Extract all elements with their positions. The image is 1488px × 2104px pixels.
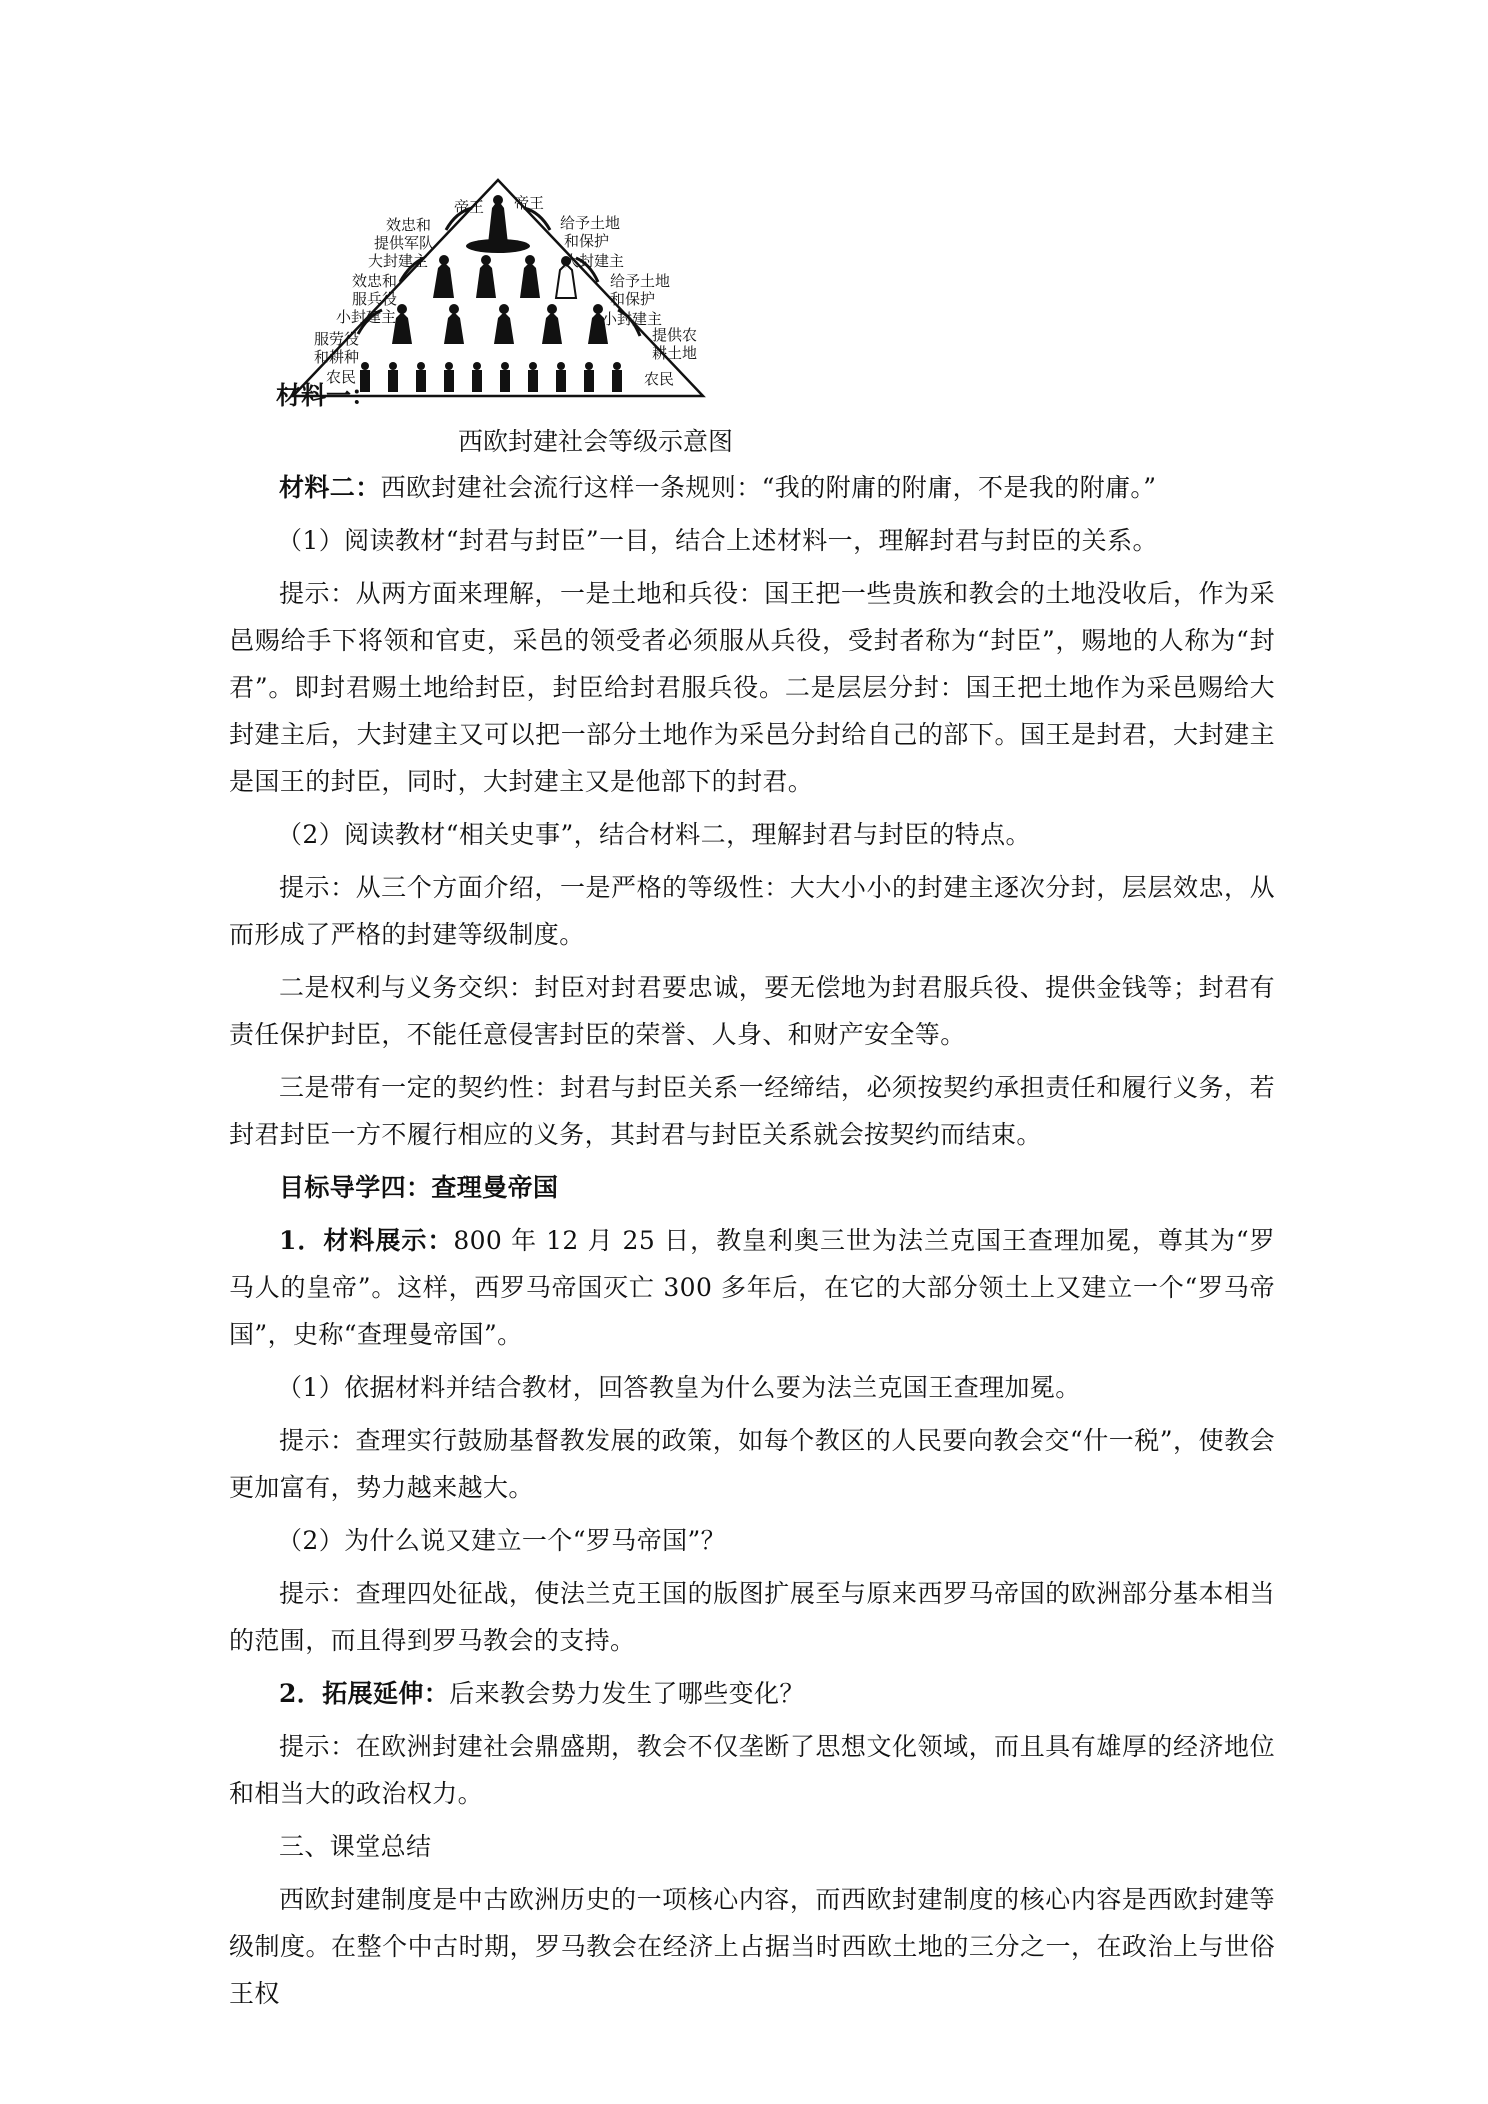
- question-1: （1）阅读教材“封君与封臣”一目，结合上述材料一，理解封君与封臣的关系。: [277, 526, 1158, 555]
- summary-paragraph: 西欧封建制度是中古欧洲历史的一项核心内容，而西欧封建制度的核心内容是西欧封建等级制度。在整个中古时期，罗马教会在经济上占据当时西欧土地的三分之一，在政治上与世俗王权: [229, 1885, 1275, 2008]
- material-two-text: 西欧封建社会流行这样一条规则：“我的附庸的附庸，不是我的附庸。”: [380, 473, 1157, 502]
- right-give-land-label-2: 和保护: [564, 232, 610, 250]
- left-loyalty-army-label-2: 提供军队: [374, 234, 435, 252]
- left-labor-label-1: 服劳役: [314, 330, 360, 348]
- material-two-paragraph: [229, 464, 1275, 511]
- material-one-label: 材料一：: [276, 381, 377, 410]
- right-peasant-label: 农民: [644, 370, 675, 388]
- left-loyalty-service-label-2: 服兵役: [352, 290, 398, 308]
- answer-5: 提示：在欧洲封建社会鼎盛期，教会不仅垄断了思想文化领域，而且具有雄厚的经济地位和相当大的政治权力。: [229, 1732, 1275, 1808]
- right-give-land-2-label-2: 和保护: [610, 290, 656, 308]
- right-provide-land-label-1: 提供农: [652, 326, 698, 344]
- question-2: （2）阅读教材“相关史事”，结合材料二，理解封君与封臣的特点。: [277, 820, 1031, 849]
- question-4: （2）为什么说又建立一个“罗马帝国”？: [277, 1526, 727, 1555]
- left-labor-label-2: 和耕种: [314, 348, 360, 366]
- item-1-paragraph: [229, 1217, 1275, 1358]
- answer-2: 提示：从三个方面介绍，一是严格的等级性：大大小小的封建主逐次分封，层层效忠，从而形成了严格的封建等级制度。: [229, 873, 1275, 949]
- small-lords-figures-icon: [392, 304, 608, 344]
- answer-3: 提示：查理实行鼓励基督教发展的政策，如每个教区的人民要向教会交“什一税”，使教会更加富有，势力越来越大。: [229, 1426, 1275, 1502]
- right-big-lord-label: 大封建主: [564, 252, 625, 270]
- peasants-figures-icon: [360, 362, 622, 392]
- left-king-label: 帝王: [454, 198, 485, 216]
- question-3: （1）依据材料并结合教材，回答教皇为什么要为法兰克国王查理加冕。: [277, 1373, 1081, 1402]
- item-1-label: 1．材料展示：: [279, 1226, 454, 1255]
- material-two-label: 材料二：: [279, 473, 381, 502]
- answer-2c: 三是带有一定的契约性：封君与封臣关系一经缔结，必须按契约承担责任和履行义务，若封君封臣一方不履行相应的义务，其封君与封臣关系就会按契约而结束。: [229, 1073, 1275, 1149]
- item-1-text: 800 年 12 月 25 日，教皇利奥三世为法兰克国王查理加冕，尊其为“罗马人的皇帝”。这样，西罗马帝国灭亡 300 多年后，在它的大部分领土上又建立一个“罗马帝国”，史称“查理曼帝国”。: [229, 1226, 1275, 1349]
- feudal-hierarchy-diagram: [268, 178, 728, 398]
- figure-caption: 西欧封建社会等级示意图: [458, 427, 734, 456]
- right-king-label: 帝王: [514, 194, 545, 212]
- left-big-lord-label: 大封建主: [368, 252, 429, 270]
- left-loyalty-army-label-1: 效忠和: [386, 216, 432, 234]
- answer-4: 提示：查理四处征战，使法兰克王国的版图扩展至与原来西罗马帝国的欧洲部分基本相当的范围，而且得到罗马教会的支持。: [229, 1579, 1275, 1655]
- left-peasant-label: 农民: [326, 368, 357, 386]
- goal-four-heading: 目标导学四：查理曼帝国: [279, 1173, 559, 1202]
- item-2-label: 2．拓展延伸：: [279, 1679, 450, 1708]
- answer-2b: 二是权利与义务交织：封臣对封君要忠诚，要无偿地为封君服兵役、提供金钱等；封君有责任保护封臣，不能任意侵害封臣的荣誉、人身、和财产安全等。: [229, 973, 1275, 1049]
- right-give-land-2-label-1: 给予土地: [610, 272, 671, 290]
- section-3-heading: 三、课堂总结: [279, 1832, 432, 1861]
- item-2-text: 后来教会势力发生了哪些变化？: [449, 1679, 805, 1708]
- right-give-land-label-1: 给予土地: [560, 214, 621, 232]
- left-small-lord-label: 小封建主: [336, 308, 397, 326]
- left-loyalty-service-label-1: 效忠和: [352, 272, 398, 290]
- pyramid-svg: [268, 178, 728, 398]
- item-2-paragraph: [229, 1670, 1275, 1717]
- right-small-lord-label: 小封建主: [602, 310, 663, 328]
- answer-1: 提示：从两方面来理解，一是土地和兵役：国王把一些贵族和教会的土地没收后，作为采邑赐给手下将领和官吏，采邑的领受者必须服从兵役，受封者称为“封臣”，赐地的人称为“封君”。即封君赐土地给封臣，封臣给封君服兵役。二是层层分封：国王把土地作为采邑赐给大封建主后，大封建主又可以把一部分土地作为采邑分封给自己的部下。国王是封君，大封建主是国王的封臣，同时，大封建主又是他部下的封君。: [229, 579, 1275, 796]
- right-provide-land-label-2: 耕土地: [652, 344, 698, 362]
- big-lords-figures-icon: [433, 255, 576, 298]
- document-body: [229, 464, 1275, 2023]
